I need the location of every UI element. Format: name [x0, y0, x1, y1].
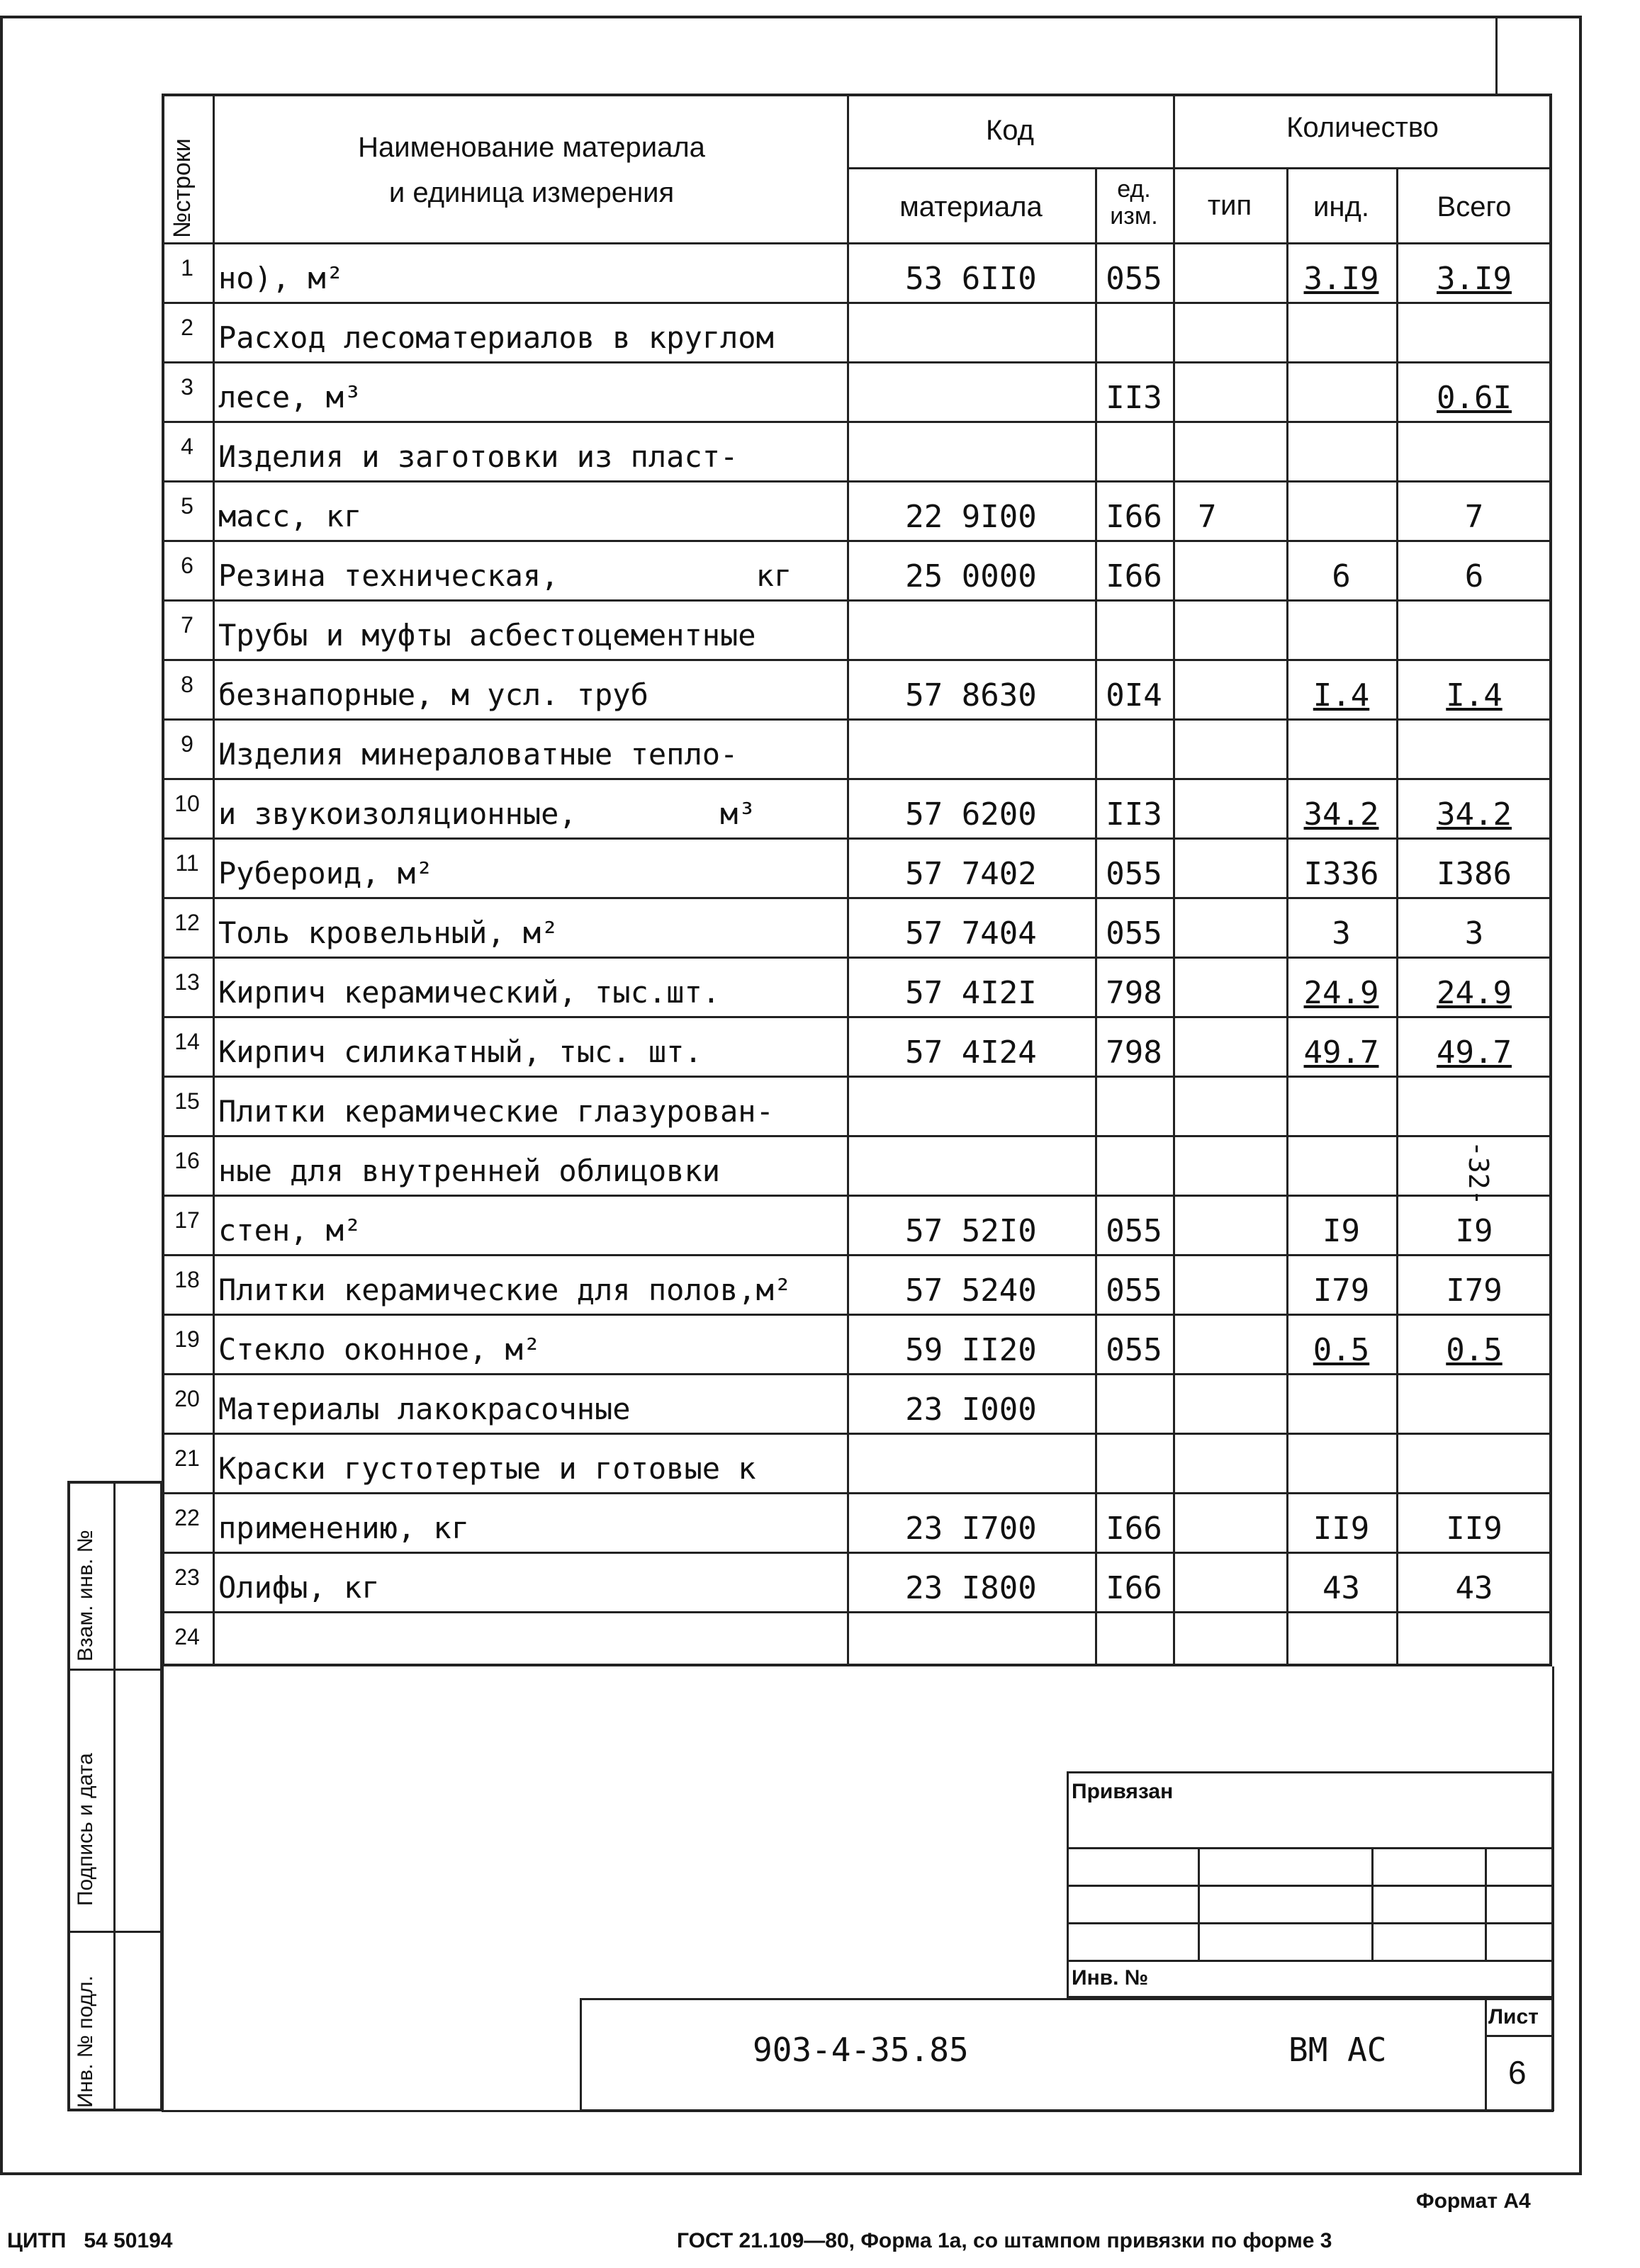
- row-line: [162, 599, 1552, 602]
- qty-type: 7: [1198, 499, 1217, 535]
- margin-strip-divider: [113, 1481, 116, 2111]
- col-line-num: [213, 94, 215, 1666]
- row-line: [162, 897, 1552, 899]
- stamp-col-2: [1371, 1847, 1374, 1960]
- row-line: [162, 1016, 1552, 1018]
- unit-code: 798: [1106, 1034, 1162, 1071]
- material-name: Плитки керамические для полов,м²: [218, 1273, 792, 1307]
- material-name: Трубы и муфты асбестоцементные: [218, 618, 756, 653]
- row-line: [162, 540, 1552, 542]
- row-line: [162, 659, 1552, 661]
- qty-ind: I.4: [1313, 677, 1370, 713]
- qty-ind: 3.I9: [1303, 261, 1379, 297]
- margin-podpis: Подпись и дата: [74, 1753, 97, 1906]
- sheet-number: 6: [1508, 2054, 1527, 2091]
- footer-left: ЦИТП 54 50194: [7, 2229, 173, 2252]
- material-code: 22 9I00: [905, 499, 1037, 535]
- page-number-vertical: -32-: [1463, 1141, 1494, 1206]
- qty-total: 0.6I: [1437, 380, 1512, 416]
- header-name-line1: Наименование материала: [358, 132, 705, 163]
- row-line: [162, 361, 1552, 363]
- material-name: Рубероид, м²: [218, 856, 434, 891]
- material-name: Краски густотертые и готовые к: [218, 1451, 756, 1486]
- qty-total: I79: [1446, 1273, 1503, 1309]
- frame-top-right-mark: [1495, 16, 1498, 94]
- qty-ind: I336: [1303, 856, 1379, 892]
- qty-ind: 43: [1322, 1570, 1360, 1606]
- qty-ind: I9: [1322, 1213, 1360, 1249]
- row-number: 2: [181, 315, 193, 340]
- unit-code: I66: [1106, 1570, 1162, 1606]
- material-name: Расход лесоматериалов в круглом: [218, 320, 774, 355]
- qty-ind: 49.7: [1303, 1034, 1379, 1071]
- material-code: 57 52I0: [905, 1213, 1037, 1249]
- header-bottom: [162, 242, 1552, 244]
- header-row-no: №строки: [169, 138, 196, 238]
- footer-format: Формат А4: [1416, 2189, 1531, 2213]
- row-number: 19: [174, 1326, 200, 1352]
- title-block-sheet-line: [1485, 2035, 1554, 2037]
- qty-ind: 0.5: [1313, 1332, 1370, 1368]
- unit-code: 055: [1106, 915, 1162, 952]
- row-number: 17: [174, 1207, 200, 1233]
- margin-inv-podl: Инв. № подл.: [74, 1975, 97, 2108]
- qty-total: 24.9: [1437, 975, 1512, 1011]
- row-line: [162, 1254, 1552, 1256]
- qty-total: 7: [1464, 499, 1484, 535]
- qty-total: 6: [1464, 558, 1484, 594]
- qty-ind: 3: [1332, 915, 1351, 952]
- material-code: 23 I800: [905, 1570, 1037, 1606]
- row-line: [162, 1076, 1552, 1078]
- margin-strip-line1: [67, 1669, 163, 1671]
- stamp-line-4: [1067, 1960, 1554, 1962]
- header-name-line2: и единица измерения: [388, 177, 675, 208]
- qty-total: II9: [1446, 1511, 1503, 1547]
- material-name: и звукоизоляционные, м³: [218, 796, 756, 831]
- row-line: [162, 718, 1552, 721]
- margin-vzam: Взам. инв. №: [74, 1530, 97, 1661]
- row-line: [162, 1135, 1552, 1137]
- qty-total: 34.2: [1437, 796, 1512, 833]
- row-number: 8: [181, 672, 193, 697]
- title-block-sheet-divider: [1485, 1998, 1487, 2111]
- unit-code: I66: [1106, 1511, 1162, 1547]
- row-number: 16: [174, 1148, 200, 1173]
- stamp-col-3: [1485, 1847, 1487, 1960]
- material-name: ные для внутренней облицовки: [218, 1153, 721, 1188]
- header-qty: Количество: [1286, 112, 1439, 143]
- title-block: [580, 1998, 1554, 2111]
- row-number: 5: [181, 493, 193, 519]
- row-number: 15: [174, 1088, 200, 1114]
- unit-code: 055: [1106, 1213, 1162, 1249]
- row-line: [162, 1314, 1552, 1316]
- material-code: 59 II20: [905, 1332, 1037, 1368]
- stamp-line-3: [1067, 1922, 1554, 1924]
- row-number: 4: [181, 434, 193, 459]
- row-line: [162, 1552, 1552, 1554]
- row-number: 20: [174, 1386, 200, 1411]
- qty-total: I.4: [1446, 677, 1503, 713]
- unit-code: 798: [1106, 975, 1162, 1011]
- row-line: [162, 1373, 1552, 1375]
- row-number: 7: [181, 612, 193, 638]
- row-number: 11: [175, 850, 199, 876]
- material-code: 57 5240: [905, 1273, 1037, 1309]
- row-number: 3: [181, 374, 193, 400]
- material-name: Олифы, кг: [218, 1570, 380, 1605]
- qty-ind: 34.2: [1303, 796, 1379, 833]
- material-name: Стекло оконное, м²: [218, 1332, 541, 1367]
- qty-ind: II9: [1313, 1511, 1370, 1547]
- unit-code: 055: [1106, 261, 1162, 297]
- bottom-left-line: [162, 1666, 164, 2111]
- doc-code: 903-4-35.85: [753, 2031, 969, 2069]
- qty-ind: 6: [1332, 558, 1351, 594]
- material-code: 57 4I24: [905, 1034, 1037, 1071]
- header-code-unit: ед. изм.: [1110, 176, 1158, 230]
- material-code: 23 I000: [905, 1392, 1037, 1428]
- row-line: [162, 480, 1552, 483]
- unit-code: I66: [1106, 558, 1162, 594]
- qty-total: 3: [1464, 915, 1484, 952]
- unit-code: I66: [1106, 499, 1162, 535]
- header-code: Код: [985, 115, 1034, 146]
- stamp-privyazan-label: Привязан: [1072, 1780, 1174, 1803]
- row-number: 23: [174, 1564, 200, 1590]
- header-subline: [847, 167, 1552, 169]
- qty-total: 43: [1455, 1570, 1493, 1606]
- qty-total: 3.I9: [1437, 261, 1512, 297]
- qty-total: I386: [1437, 856, 1512, 892]
- unit-code: II3: [1106, 380, 1162, 416]
- row-number: 22: [174, 1505, 200, 1530]
- qty-total: 49.7: [1437, 1034, 1512, 1071]
- sheet-label: Лист: [1488, 2005, 1539, 2029]
- col-line-unit: [1173, 94, 1175, 1666]
- header-code-material: материала: [899, 191, 1043, 222]
- material-name: Резина техническая, кг: [218, 558, 792, 593]
- row-number: 14: [174, 1029, 200, 1054]
- footer-gost: ГОСТ 21.109—80, Форма 1а, со штампом привязки по форме 3: [677, 2229, 1332, 2252]
- row-number: 6: [181, 553, 193, 578]
- row-line: [162, 1492, 1552, 1494]
- material-name: безнапорные, м усл. труб: [218, 677, 648, 712]
- material-name: применению, кг: [218, 1511, 470, 1545]
- stamp-line-1: [1067, 1847, 1554, 1849]
- row-line: [162, 1433, 1552, 1435]
- qty-ind: 24.9: [1303, 975, 1379, 1011]
- row-line: [162, 302, 1552, 304]
- header-qty-type: тип: [1207, 190, 1252, 221]
- qty-total: I9: [1455, 1213, 1493, 1249]
- material-name: лесе, м³: [218, 380, 362, 414]
- unit-code: 0I4: [1106, 677, 1162, 713]
- material-code: 57 7404: [905, 915, 1037, 952]
- row-number: 18: [174, 1267, 200, 1292]
- stamp-col-1: [1198, 1847, 1200, 1960]
- material-name: но), м²: [218, 261, 344, 295]
- stamp-inv-label: Инв. №: [1072, 1966, 1149, 1990]
- material-code: 57 7402: [905, 856, 1037, 892]
- unit-code: 055: [1106, 1332, 1162, 1368]
- material-name: Изделия минераловатные тепло-: [218, 737, 738, 772]
- margin-strip-line2: [67, 1931, 163, 1933]
- header-qty-ind: инд.: [1313, 191, 1369, 222]
- doc-mark: ВМ АС: [1288, 2031, 1387, 2069]
- row-line: [162, 957, 1552, 959]
- row-line: [162, 1195, 1552, 1197]
- row-line: [162, 778, 1552, 780]
- row-line: [162, 837, 1552, 840]
- row-number: 24: [174, 1624, 200, 1649]
- row-number: 1: [181, 255, 193, 281]
- material-code: 53 6II0: [905, 261, 1037, 297]
- material-name: Толь кровельный, м²: [218, 915, 559, 950]
- material-code: 23 I700: [905, 1511, 1037, 1547]
- material-code: 57 4I2I: [905, 975, 1037, 1011]
- row-number: 13: [174, 969, 200, 995]
- row-number: 12: [174, 910, 200, 935]
- material-name: Кирпич силикатный, тыс. шт.: [218, 1034, 702, 1069]
- material-name: Кирпич керамический, тыс.шт.: [218, 975, 721, 1010]
- material-code: 57 6200: [905, 796, 1037, 833]
- row-number: 10: [174, 791, 200, 816]
- qty-total: 0.5: [1446, 1332, 1503, 1368]
- unit-code: 055: [1106, 856, 1162, 892]
- qty-ind: I79: [1313, 1273, 1370, 1309]
- unit-code: II3: [1106, 796, 1162, 833]
- material-name: Изделия и заготовки из пласт-: [218, 439, 738, 474]
- material-name: стен, м²: [218, 1213, 362, 1248]
- row-line: [162, 421, 1552, 423]
- material-name: Плитки керамические глазурован-: [218, 1094, 774, 1129]
- row-line: [162, 1611, 1552, 1613]
- row-number: 21: [174, 1445, 200, 1471]
- unit-code: 055: [1106, 1273, 1162, 1309]
- material-code: 25 0000: [905, 558, 1037, 594]
- material-name: Материалы лакокрасочные: [218, 1392, 631, 1426]
- row-number: 9: [181, 731, 193, 757]
- material-name: масс, кг: [218, 499, 362, 534]
- material-code: 57 8630: [905, 677, 1037, 713]
- stamp-line-2: [1067, 1885, 1554, 1887]
- header-qty-total: Всего: [1437, 191, 1512, 222]
